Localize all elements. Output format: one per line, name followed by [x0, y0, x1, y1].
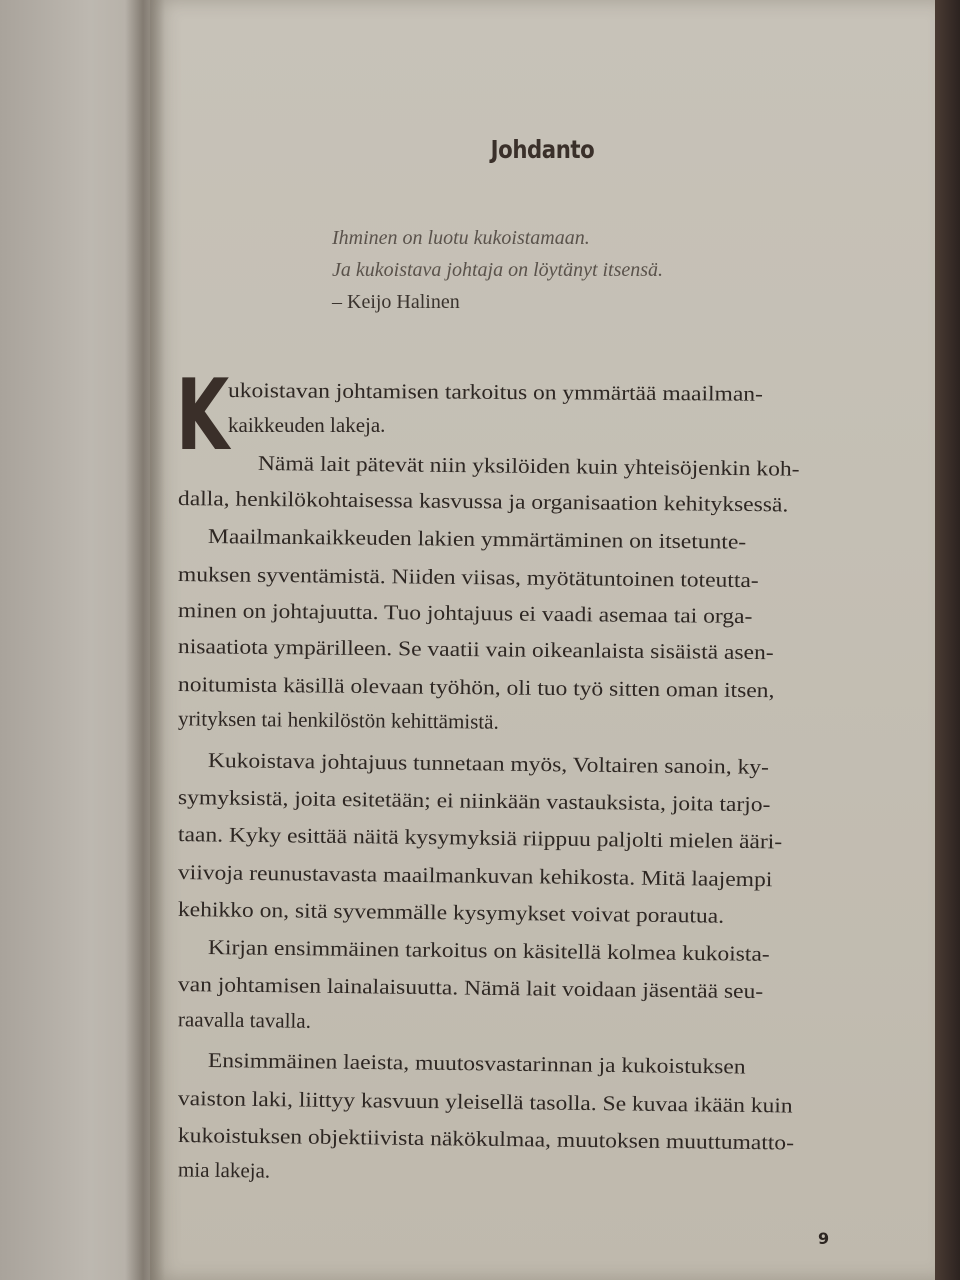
body-line: taan. Kyky esittää näitä kysymyksiä riippuu paljolti mielen ääri- — [177, 822, 783, 854]
body-line: Maailmankaikkeuden lakien ymmärtäminen on itsetunte- — [207, 524, 747, 554]
body-line: vaiston laki, liittyy kasvuun yleisellä tasolla. Se kuvaa ikään kuin — [177, 1086, 793, 1118]
body-line: noitumista käsillä olevaan työhön, oli tuo työ sitten oman itsen, — [177, 672, 775, 703]
body-line: yrityksen tai henkilöstön kehittämistä. — [177, 706, 499, 734]
drop-cap: K — [176, 359, 230, 473]
epigraph-line: Ja kukoistava johtaja on löytänyt itsensä. — [332, 259, 664, 281]
body-line: muksen syventämistä. Niiden viisas, myötätuntoinen toteutta- — [177, 562, 759, 593]
body-line: viivoja reunustavasta maailmankuvan kehikosta. Mitä laajempi — [177, 860, 773, 892]
body-line: minen on johtajuutta. Tuo johtajuus ei vaadi asemaa tai orga- — [177, 598, 753, 629]
epigraph — [332, 222, 852, 318]
body-line: raavalla tavalla. — [177, 1007, 312, 1033]
body-line: kaikkeuden lakeja. — [228, 413, 386, 437]
body-line: dalla, henkilökohtaisessa kasvussa ja organisaation kehityksessä. — [177, 486, 789, 517]
body-line: nisaatiota ympärilleen. Se vaatii vain oikeanlaista sisäistä asen- — [177, 634, 774, 665]
body-line: Ensimmäinen laeista, muutosvastarinnan ja kukoistuksen — [207, 1048, 746, 1079]
body-line: Kirjan ensimmäinen tarkoitus on käsitellä kolmea kukoista- — [207, 935, 770, 966]
epigraph-line: Ihminen on luotu kukoistamaan. — [332, 227, 590, 249]
body-line: symyksistä, joita esitetään; ei niinkään vastauksista, joita tarjo- — [177, 785, 771, 817]
body-line: kehikko on, sitä syvemmälle kysymykset voivat porautua. — [177, 897, 725, 928]
body-line: kukoistuksen objektiivista näkökulmaa, muutoksen muuttumatto- — [177, 1123, 795, 1155]
right-background — [935, 0, 960, 1280]
body-line: van johtamisen lainalaisuutta. Nämä lait voidaan jäsentää seu- — [177, 972, 764, 1004]
epigraph-author: – Keijo Halinen — [332, 291, 460, 313]
body-line: ukoistavan johtamisen tarkoitus on ymmärtää maailman- — [227, 378, 764, 406]
body-line: Kukoistava johtajuus tunnetaan myös, Voltairen sanoin, ky- — [207, 748, 770, 779]
page-number: 9 — [818, 1229, 830, 1248]
book-gutter-shadow — [125, 0, 165, 1280]
chapter-title: Johdanto — [490, 135, 595, 164]
body-line: mia lakeja. — [177, 1157, 271, 1183]
body-line: Nämä lait pätevät niin yksilöiden kuin yhteisöjenkin koh- — [257, 451, 800, 481]
book-page — [150, 0, 935, 1280]
